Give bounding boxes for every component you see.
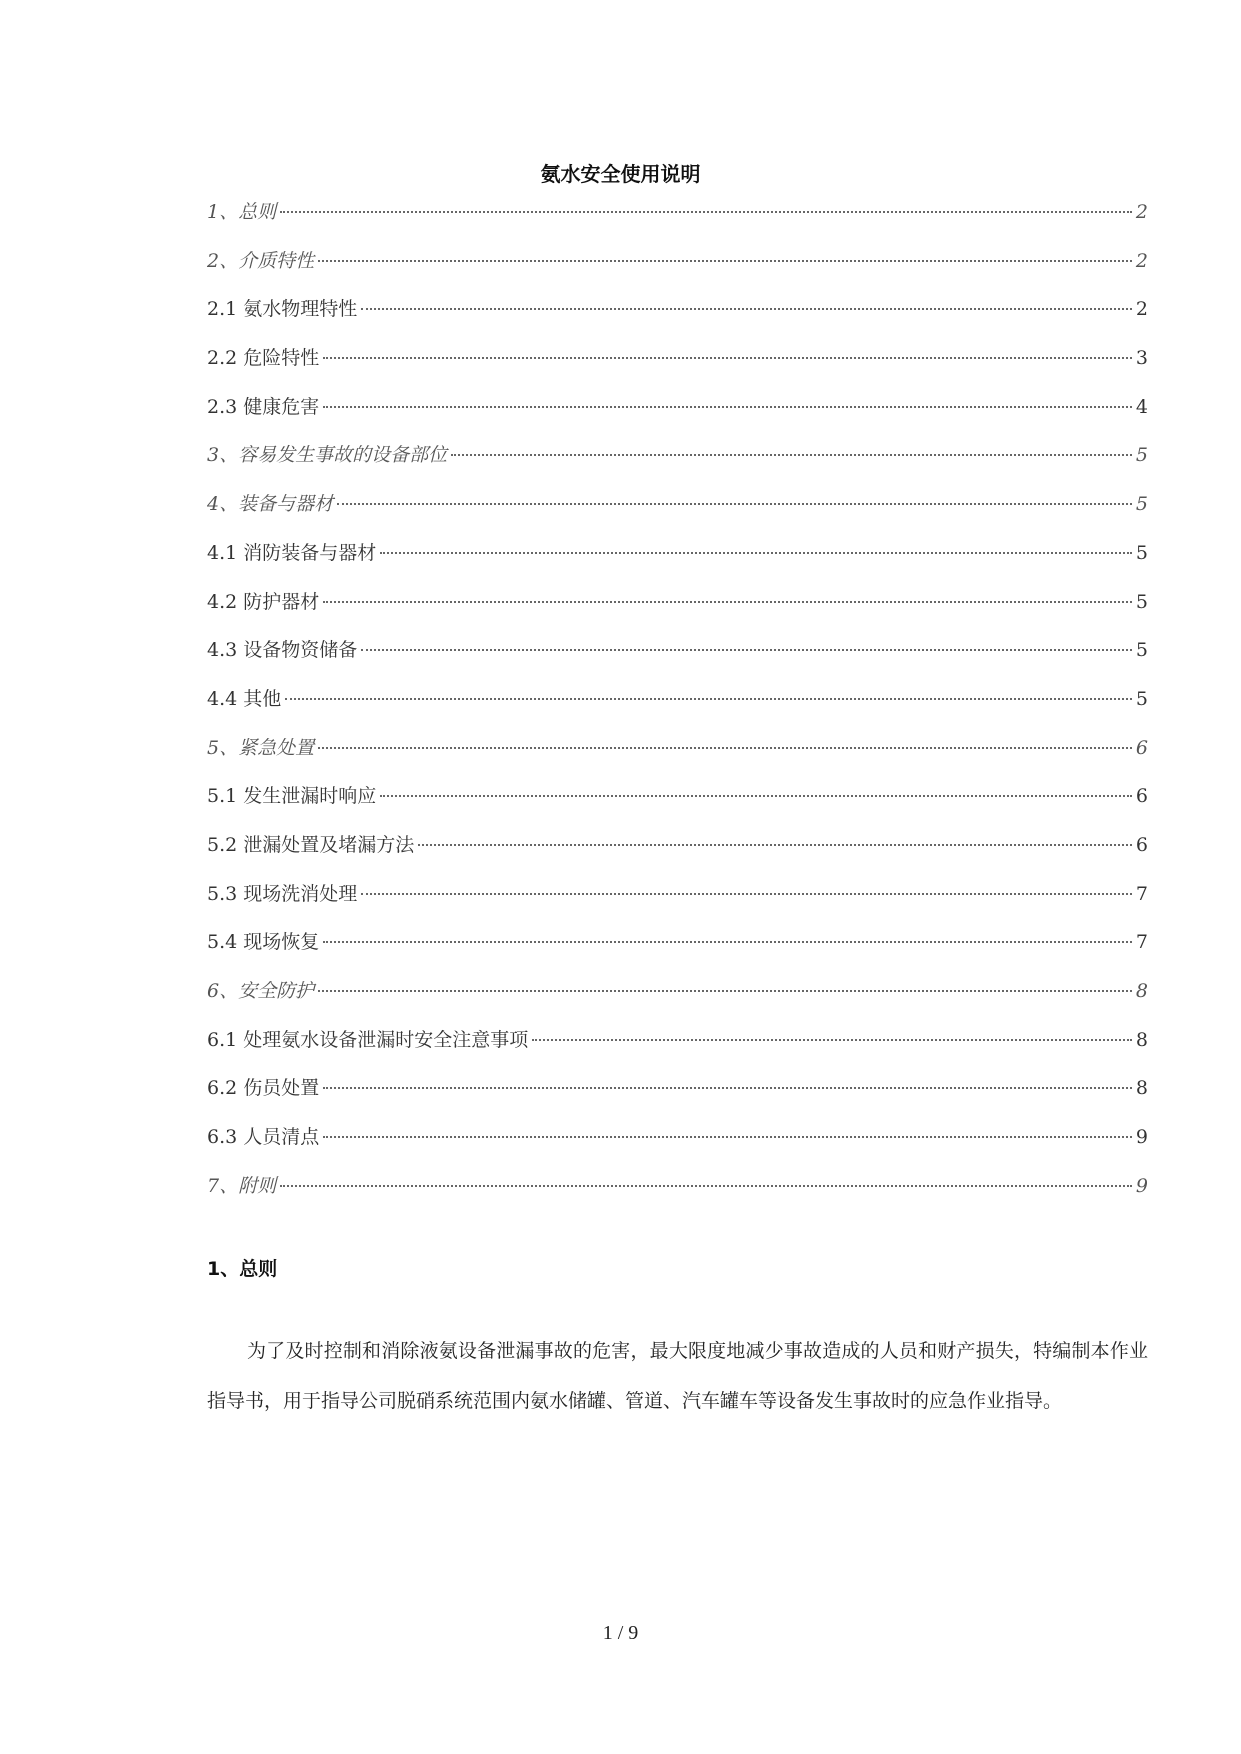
toc-entry-label: 6、安全防护 [207,980,315,1002]
section-paragraph: 为了及时控制和消除液氨设备泄漏事故的危害，最大限度地减少事故造成的人员和财产损失，特编制本作业指导书，用于指导公司脱硝系统范围内氨水储罐、管道、汽车罐车等设备发生事故时的应急作业指导。 [207,1340,1148,1412]
toc-leader-dots [323,1136,1132,1138]
toc-entry[interactable] [207,979,1148,1028]
page-number: 1 / 9 [602,1622,639,1644]
toc-entry-label: 2.3 健康危害 [207,395,320,418]
toc-leader-dots [318,990,1132,992]
toc-leader-dots [318,747,1132,749]
toc-entry-label: 7、附则 [207,1174,277,1197]
toc-entry-label: 3、容易发生事故的设备部位 [207,444,448,467]
toc-entry[interactable] [207,541,1148,590]
toc-entry-page: 8 [1135,1028,1148,1051]
toc-entry-page: 6 [1135,785,1148,808]
toc-entry-label: 4、装备与器材 [207,493,334,516]
toc-entry[interactable] [207,249,1148,298]
toc-entry[interactable] [207,1076,1148,1125]
toc-leader-dots [361,649,1132,651]
toc-entry[interactable] [207,1028,1148,1077]
toc-entry-page: 9 [1135,1126,1148,1149]
toc-entry-label: 5.2 泄漏处置及堵漏方法 [207,833,415,856]
toc-leader-dots [318,260,1132,262]
toc-entry[interactable] [207,687,1148,736]
toc-entry-label: 5.4 现场恢复 [207,931,320,954]
toc-entry-page: 8 [1135,1077,1148,1100]
toc-entry-page: 5 [1135,687,1148,710]
toc-entry-label: 5.1 发生泄漏时响应 [207,785,377,808]
toc-entry[interactable] [207,930,1148,979]
toc-leader-dots [380,795,1132,797]
toc-entry[interactable] [207,590,1148,639]
toc-entry-page: 6 [1135,736,1148,759]
toc-leader-dots [380,552,1132,554]
toc-entry-page: 7 [1135,931,1148,954]
toc-entry[interactable] [207,736,1148,785]
toc-entry-page: 9 [1135,1174,1148,1197]
toc-entry-page: 2 [1135,201,1148,223]
toc-leader-dots [323,406,1132,408]
toc-entry-page: 7 [1135,882,1148,905]
toc-leader-dots [323,1087,1132,1089]
toc-entry-label: 5.3 现场洗消处理 [207,882,358,905]
toc-entry[interactable] [207,784,1148,833]
toc-entry[interactable] [207,1174,1148,1223]
table-of-contents [207,200,1148,1222]
toc-leader-dots [451,454,1132,456]
toc-entry-label: 6.1 处理氨水设备泄漏时安全注意事项 [207,1028,529,1051]
toc-leader-dots [323,941,1132,943]
toc-leader-dots [418,844,1132,846]
toc-leader-dots [280,211,1132,213]
toc-entry-page: 2 [1135,298,1148,321]
toc-leader-dots [532,1039,1132,1041]
document-title: 氨水安全使用说明 [540,162,701,186]
toc-entry[interactable] [207,200,1148,249]
toc-entry-page: 2 [1135,249,1148,272]
toc-entry-label: 2.1 氨水物理特性 [207,298,358,321]
toc-leader-dots [323,601,1132,603]
toc-entry-label: 1、总则 [207,201,277,223]
toc-entry-label: 6.3 人员清点 [207,1126,320,1149]
toc-entry[interactable] [207,1125,1148,1174]
toc-entry-page: 3 [1135,347,1148,370]
toc-entry[interactable] [207,492,1148,541]
toc-entry[interactable] [207,638,1148,687]
toc-entry-label: 2.2 危险特性 [207,347,320,370]
toc-entry-page: 8 [1135,980,1148,1002]
toc-entry-page: 5 [1135,444,1148,467]
toc-entry-page: 5 [1135,493,1148,516]
toc-entry-label: 4.3 设备物资储备 [207,639,358,662]
toc-leader-dots [285,698,1132,700]
toc-entry[interactable] [207,297,1148,346]
toc-entry-label: 2、介质特性 [207,249,315,272]
toc-entry-label: 4.4 其他 [207,687,282,710]
toc-entry-page: 4 [1135,395,1148,418]
toc-leader-dots [361,308,1132,310]
toc-leader-dots [280,1185,1132,1187]
toc-entry-label: 4.1 消防装备与器材 [207,541,377,564]
toc-entry-page: 5 [1135,541,1148,564]
toc-entry[interactable] [207,346,1148,395]
toc-entry-label: 6.2 伤员处置 [207,1077,320,1100]
toc-leader-dots [337,503,1132,505]
toc-leader-dots [323,357,1132,359]
toc-entry-label: 4.2 防护器材 [207,590,320,613]
toc-leader-dots [361,893,1132,895]
toc-entry[interactable] [207,833,1148,882]
toc-entry[interactable] [207,443,1148,492]
toc-entry[interactable] [207,395,1148,444]
section-heading: 1、总则 [207,1258,278,1280]
toc-entry-page: 5 [1135,639,1148,662]
toc-entry[interactable] [207,882,1148,931]
toc-entry-label: 5、紧急处置 [207,736,315,759]
toc-entry-page: 5 [1135,590,1148,613]
toc-entry-page: 6 [1135,833,1148,856]
